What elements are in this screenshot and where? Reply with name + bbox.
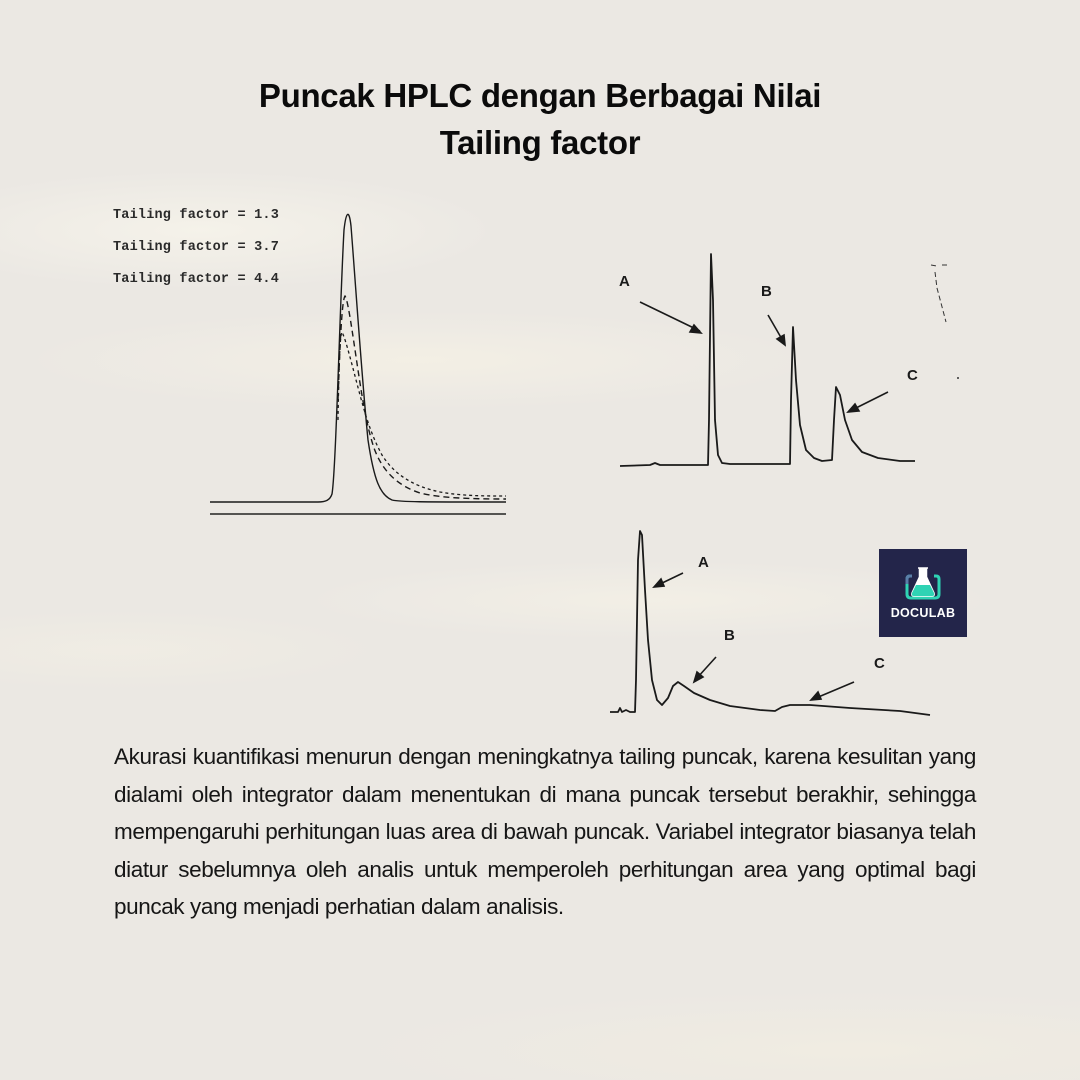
title-line-2: Tailing factor xyxy=(439,124,641,161)
flask-icon xyxy=(903,566,943,602)
peak-label-a-bottom: A xyxy=(698,554,709,571)
tailing-label-1: Tailing factor = 1.3 xyxy=(113,208,280,223)
doculab-logo xyxy=(879,549,967,637)
body-paragraph: Akurasi kuantifikasi menurun dengan meningkatnya tailing puncak, karena kesulitan yang dialami oleh integrator dalam menentukan di mana puncak tersebut berakhir, sehingga mempengaruhi perhitungan luas area di bawah puncak. Variabel integrator biasanya telah diatur sebelumnya oleh analis untuk memperoleh perhitungan area yang optimal bagi puncak yang menjadi perhatian dalam analisis. xyxy=(114,744,976,919)
peak-label-c-bottom: C xyxy=(874,655,885,672)
peak-label-b-bottom: B xyxy=(724,627,735,644)
logo-text: DOCULAB xyxy=(890,606,956,620)
tailing-label-2: Tailing factor = 3.7 xyxy=(113,240,280,255)
peak-label-b-top: B xyxy=(761,283,772,300)
peak-label-c-top: C xyxy=(907,367,918,384)
peak-label-a-top: A xyxy=(619,273,630,290)
title-line-1: Puncak HPLC dengan Berbagai Nilai xyxy=(258,77,822,114)
tailing-label-3: Tailing factor = 4.4 xyxy=(113,272,280,287)
